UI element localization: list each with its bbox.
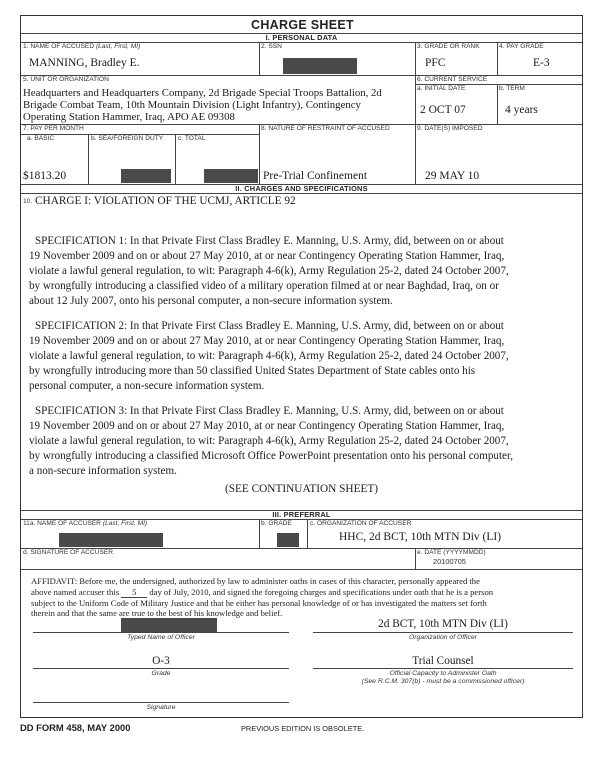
signature-caption: Signature	[146, 704, 176, 711]
restraint-value: Pre-Trial Confinement	[263, 170, 368, 182]
unit-line-3: Operating Station Hammer, Iraq, APO AE 09308	[23, 111, 235, 123]
specification-3: SPECIFICATION 3: In that Private First Class Bradley E. Manning, U.S. Army, did, between on or about 19 November 2009 and on or about 27 May 2010, at or near Contingency Operating Station Hammer, Iraq, violate a lawful general regulation, to wit: Paragraph 4-6(k), Army Regulation 25-2, dated 24 October 2007, by wrongfully introducing a classified Microsoft Office PowerPoint presentation onto his personal computer, a non-secure information system.	[29, 405, 513, 477]
basic-label: a. BASIC	[27, 135, 55, 142]
initial-date-value: 2 OCT 07	[420, 104, 466, 116]
unit-label: 5. UNIT OR ORGANIZATION	[23, 76, 109, 83]
accuser-name-redaction	[59, 533, 163, 547]
official-capacity-value: Trial Counsel	[412, 655, 474, 667]
item-10-label: 10.	[23, 198, 33, 205]
unit-line-1: Headquarters and Headquarters Company, 2d Brigade Special Troops Battalion, 2d	[23, 87, 382, 99]
charge-heading: CHARGE I: VIOLATION OF THE UCMJ, ARTICLE 92	[35, 195, 296, 207]
official-capacity-note: (See R.C.M. 307(b) - must be a commissioned officer)	[361, 678, 525, 685]
officer-grade-value: O-3	[152, 655, 170, 667]
restraint-label: 8. NATURE OF RESTRAINT OF ACCUSED	[261, 125, 390, 132]
ssn-label: 2. SSN	[261, 43, 282, 50]
preferral-date-value: 20100705	[433, 557, 466, 566]
grade-value: PFC	[425, 57, 446, 69]
officer-org-caption: Organization of Officer	[409, 634, 477, 641]
pay-grade-value: E-3	[533, 57, 550, 69]
typed-name-caption: Typed Name of Officer	[127, 634, 195, 641]
accuser-org-label: c. ORGANIZATION OF ACCUSER	[310, 520, 412, 527]
preferral-date-label: e. DATE (YYYYMMDD)	[417, 549, 486, 556]
grade-caption: Grade	[151, 670, 171, 677]
affidavit-text: AFFIDAVIT: Before me, the undersigned, authorized by law to administer oaths in cases of this character, personally appeared the above named accuser this 5 day of July, 2010, and signed the foregoing charges and specifications under oath that he is a person subject to the Uniform Code of Military Justice and that he either has personal knowledge of or has investigated the matters set forth therein and that the same are true to the best of his knowledge and belief.	[31, 576, 494, 618]
initial-date-label: a. INITIAL DATE	[417, 85, 466, 92]
official-capacity-caption: Official Capacity to Administer Oath	[389, 670, 497, 677]
accuser-org-value: HHC, 2d BCT, 10th MTN Div (LI)	[339, 531, 502, 543]
ssn-redaction	[283, 58, 357, 74]
officer-org-value: 2d BCT, 10th MTN Div (LI)	[378, 618, 508, 630]
sea-duty-redaction	[121, 169, 171, 183]
form-number: DD FORM 458, MAY 2000	[20, 722, 131, 733]
section-preferral: III. PREFERRAL	[272, 510, 331, 519]
affidavit-day: 5	[121, 588, 147, 598]
dates-imposed-value: 29 MAY 10	[425, 170, 480, 182]
dates-imposed-label: 9. DATE(S) IMPOSED	[417, 125, 483, 132]
form-title: CHARGE SHEET	[251, 18, 354, 32]
continuation-note: (SEE CONTINUATION SHEET)	[224, 483, 379, 495]
pay-label: 7. PAY PER MONTH	[23, 125, 84, 132]
total-label: c. TOTAL	[178, 135, 206, 142]
section-personal-data: I. PERSONAL DATA	[265, 33, 338, 42]
accuser-signature-label: d. SIGNATURE OF ACCUSER	[23, 549, 114, 556]
accused-name-label: 1. NAME OF ACCUSED (Last, First, MI)	[23, 43, 141, 50]
pay-grade-label: 4. PAY GRADE	[499, 43, 544, 50]
officer-name-redaction	[121, 618, 217, 632]
current-service-label: 6. CURRENT SERVICE	[417, 76, 488, 83]
section-charges: II. CHARGES AND SPECIFICATIONS	[235, 184, 368, 193]
accused-name: MANNING, Bradley E.	[29, 57, 140, 69]
accuser-name-label: 11a. NAME OF ACCUSER (Last, First, MI)	[23, 520, 148, 527]
obsolete-note: PREVIOUS EDITION IS OBSOLETE.	[241, 724, 365, 733]
total-pay-redaction	[204, 169, 258, 183]
charge-sheet-form	[20, 15, 583, 718]
specification-2: SPECIFICATION 2: In that Private First Class Bradley E. Manning, U.S. Army, did, between on or about 19 November 2009 and on or about 27 May 2010, at or near Contingency Operating Station Hammer, Iraq, violate a lawful general regulation, to wit: Paragraph 4-6(k), Army Regulation 25-2, dated 24 October 2007, by wrongfully introducing more than 50 classified United States Department of State cables onto his personal computer, a non-secure information system.	[29, 320, 509, 392]
sea-duty-label: b. SEA/FOREIGN DUTY	[91, 135, 164, 142]
specification-1: SPECIFICATION 1: In that Private First Class Bradley E. Manning, U.S. Army, did, between on or about 19 November 2009 and on or about 27 May 2010, at or near Contingency Operating Station Hammer, Iraq, violate a lawful general regulation, to wit: Paragraph 4-6(k), Army Regulation 25-2, dated 24 October 2007, by wrongfully introducing a classified video of a military operation filmed at or near Baghdad, Iraq, on or about 12 July 2007, onto his personal computer, a non-secure information system.	[29, 235, 509, 307]
accuser-grade-label: b. GRADE	[261, 520, 292, 527]
basic-pay-value: $1813.20	[23, 170, 67, 182]
grade-label: 3. GRADE OR RANK	[417, 43, 480, 50]
term-value: 4 years	[505, 104, 538, 116]
unit-line-2: Brigade Combat Team, 10th Mountain Division (Light Infantry), Contingency	[23, 99, 361, 111]
term-label: b. TERM	[499, 85, 525, 92]
accuser-grade-redaction	[277, 533, 299, 547]
